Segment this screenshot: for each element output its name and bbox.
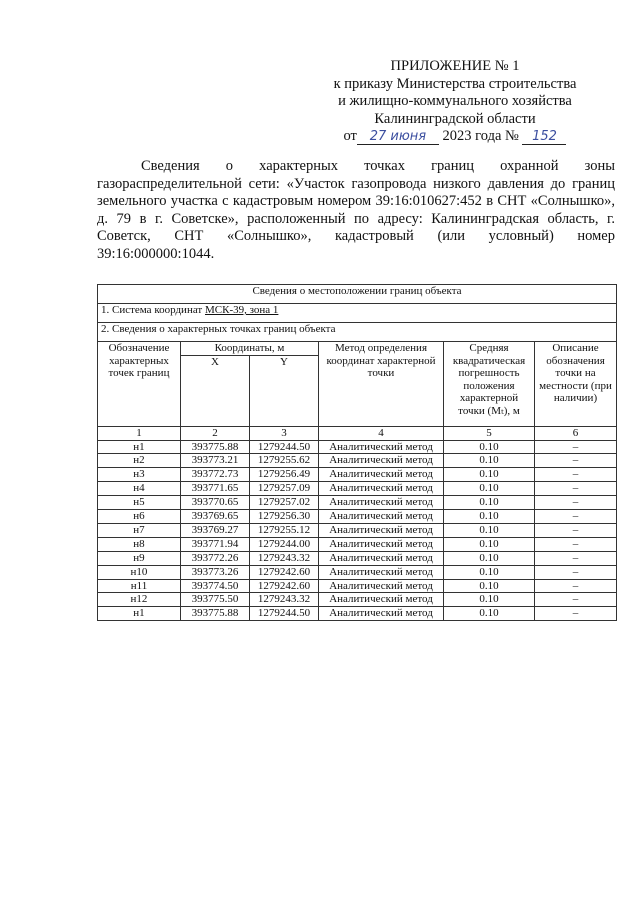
appendix-title: ПРИЛОЖЕНИЕ № 1 <box>390 58 520 74</box>
y-coordinate-cell: 1279244.50 <box>250 607 319 621</box>
boundary-points-table <box>97 284 617 621</box>
error-cell: 0.10 <box>444 440 535 454</box>
y-coordinate-cell: 1279243.32 <box>250 593 319 607</box>
y-coordinate-cell: 1279242.60 <box>250 579 319 593</box>
x-coordinate-cell: 393769.27 <box>181 523 250 537</box>
x-coordinate-cell: 393769.65 <box>181 510 250 524</box>
description-cell: – <box>535 607 617 621</box>
order-date-line <box>300 128 610 146</box>
y-coordinate-cell: 1279243.32 <box>250 551 319 565</box>
table-row <box>98 496 617 510</box>
x-coordinate-cell: 393774.50 <box>181 579 250 593</box>
description-cell: – <box>535 496 617 510</box>
table-row <box>98 440 617 454</box>
method-cell: Аналитический метод <box>319 565 444 579</box>
y-coordinate-cell: 1279257.09 <box>250 482 319 496</box>
description-cell: – <box>535 440 617 454</box>
description-cell: – <box>535 593 617 607</box>
table-row <box>98 468 617 482</box>
coordinate-system-value: МСК-39, зона 1 <box>204 304 279 316</box>
handwritten-date: 27 июня <box>357 130 439 145</box>
x-coordinate-cell: 393770.65 <box>181 496 250 510</box>
method-cell: Аналитический метод <box>319 551 444 565</box>
point-name-cell: н5 <box>98 496 181 510</box>
error-cell: 0.10 <box>444 593 535 607</box>
header-method: Метод определения координат характерной точки <box>319 342 444 427</box>
point-name-cell: н6 <box>98 510 181 524</box>
description-cell: – <box>535 454 617 468</box>
method-cell: Аналитический метод <box>319 510 444 524</box>
point-name-cell: н1 <box>98 440 181 454</box>
error-cell: 0.10 <box>444 523 535 537</box>
table-title-row <box>98 285 617 304</box>
method-cell: Аналитический метод <box>319 440 444 454</box>
header-y: Y <box>250 356 319 427</box>
point-name-cell: н2 <box>98 454 181 468</box>
error-cell: 0.10 <box>444 565 535 579</box>
col-index-1: 1 <box>98 427 181 441</box>
x-coordinate-cell: 393771.94 <box>181 537 250 551</box>
table-row <box>98 565 617 579</box>
col-index-4: 4 <box>319 427 444 441</box>
error-cell: 0.10 <box>444 482 535 496</box>
col-index-3: 3 <box>250 427 319 441</box>
description-cell: – <box>535 551 617 565</box>
description-cell: – <box>535 510 617 524</box>
header-description: Описание обозначения точки на местности (при наличии) <box>535 342 617 427</box>
table-row <box>98 454 617 468</box>
header-point-name: Обозначение характерных точек границ <box>98 342 181 427</box>
y-coordinate-cell: 1279244.50 <box>250 440 319 454</box>
year-number-text: 2023 года № <box>442 128 519 144</box>
table-row <box>98 523 617 537</box>
table-row <box>98 482 617 496</box>
error-cell: 0.10 <box>444 579 535 593</box>
error-cell: 0.10 <box>444 468 535 482</box>
error-cell: 0.10 <box>444 496 535 510</box>
points-section-row <box>98 323 617 342</box>
description-cell: – <box>535 468 617 482</box>
order-line-2: и жилищно-коммунального хозяйства <box>338 93 572 109</box>
description-cell: – <box>535 537 617 551</box>
error-cell: 0.10 <box>444 551 535 565</box>
table-row <box>98 510 617 524</box>
header-x: X <box>181 356 250 427</box>
point-name-cell: н12 <box>98 593 181 607</box>
point-name-cell: н8 <box>98 537 181 551</box>
error-cell: 0.10 <box>444 607 535 621</box>
x-coordinate-cell: 393772.26 <box>181 551 250 565</box>
col-index-2: 2 <box>181 427 250 441</box>
description-cell: – <box>535 482 617 496</box>
appendix-header <box>300 58 610 146</box>
x-coordinate-cell: 393775.50 <box>181 593 250 607</box>
y-coordinate-cell: 1279256.30 <box>250 510 319 524</box>
coordinate-system-label: 1. Система координат <box>101 304 205 316</box>
y-coordinate-cell: 1279255.12 <box>250 523 319 537</box>
error-cell: 0.10 <box>444 510 535 524</box>
x-coordinate-cell: 393771.65 <box>181 482 250 496</box>
description-cell: – <box>535 565 617 579</box>
error-cell: 0.10 <box>444 454 535 468</box>
error-cell: 0.10 <box>444 537 535 551</box>
y-coordinate-cell: 1279256.49 <box>250 468 319 482</box>
y-coordinate-cell: 1279244.00 <box>250 537 319 551</box>
method-cell: Аналитический метод <box>319 496 444 510</box>
x-coordinate-cell: 393773.21 <box>181 454 250 468</box>
y-coordinate-cell: 1279255.62 <box>250 454 319 468</box>
point-name-cell: н3 <box>98 468 181 482</box>
point-name-cell: н7 <box>98 523 181 537</box>
description-cell: – <box>535 523 617 537</box>
table-row <box>98 579 617 593</box>
order-line-1: к приказу Министерства строительства <box>333 75 577 92</box>
intro-paragraph: Сведения о характерных точках границ охранной зоны газораспределительной сети: «Участок газопровода низкого давления до границ земельного участка с кадастровым номером 39:16:010627:452 в СНТ «Солнышко», д. 79 в г. Советске», расположенный по адресу: Калининградская область, г. Советск, СНТ «Солнышко», кадастровый (или условный) номер 39:16:000000:1044. <box>97 158 615 262</box>
coordinate-system <box>98 304 617 323</box>
point-name-cell: н10 <box>98 565 181 579</box>
points-section-title: 2. Сведения о характерных точках границ объекта <box>98 323 617 342</box>
method-cell: Аналитический метод <box>319 593 444 607</box>
point-name-cell: н9 <box>98 551 181 565</box>
method-cell: Аналитический метод <box>319 523 444 537</box>
point-name-cell: н11 <box>98 579 181 593</box>
order-line-3: Калининградской области <box>374 110 536 127</box>
method-cell: Аналитический метод <box>319 607 444 621</box>
col-index-6: 6 <box>535 427 617 441</box>
x-coordinate-cell: 393775.88 <box>181 607 250 621</box>
method-cell: Аналитический метод <box>319 482 444 496</box>
method-cell: Аналитический метод <box>319 579 444 593</box>
table-title: Сведения о местоположении границ объекта <box>98 285 617 304</box>
header-row-1 <box>98 342 617 356</box>
method-cell: Аналитический метод <box>319 468 444 482</box>
table-row <box>98 537 617 551</box>
x-coordinate-cell: 393772.73 <box>181 468 250 482</box>
table-row <box>98 607 617 621</box>
date-prefix: от <box>343 128 357 144</box>
method-cell: Аналитический метод <box>319 537 444 551</box>
col-index-5: 5 <box>444 427 535 441</box>
description-cell: – <box>535 579 617 593</box>
table-row <box>98 551 617 565</box>
coordinate-system-row <box>98 304 617 323</box>
header-error: Средняя квадратическая погрешность положения характерной точки (Mₜ), м <box>444 342 535 427</box>
point-name-cell: н4 <box>98 482 181 496</box>
table-row <box>98 593 617 607</box>
y-coordinate-cell: 1279242.60 <box>250 565 319 579</box>
y-coordinate-cell: 1279257.02 <box>250 496 319 510</box>
point-name-cell: н1 <box>98 607 181 621</box>
method-cell: Аналитический метод <box>319 454 444 468</box>
header-coords: Координаты, м <box>181 342 319 356</box>
column-index-row <box>98 427 617 441</box>
x-coordinate-cell: 393775.88 <box>181 440 250 454</box>
x-coordinate-cell: 393773.26 <box>181 565 250 579</box>
handwritten-order-number: 152 <box>522 130 566 145</box>
